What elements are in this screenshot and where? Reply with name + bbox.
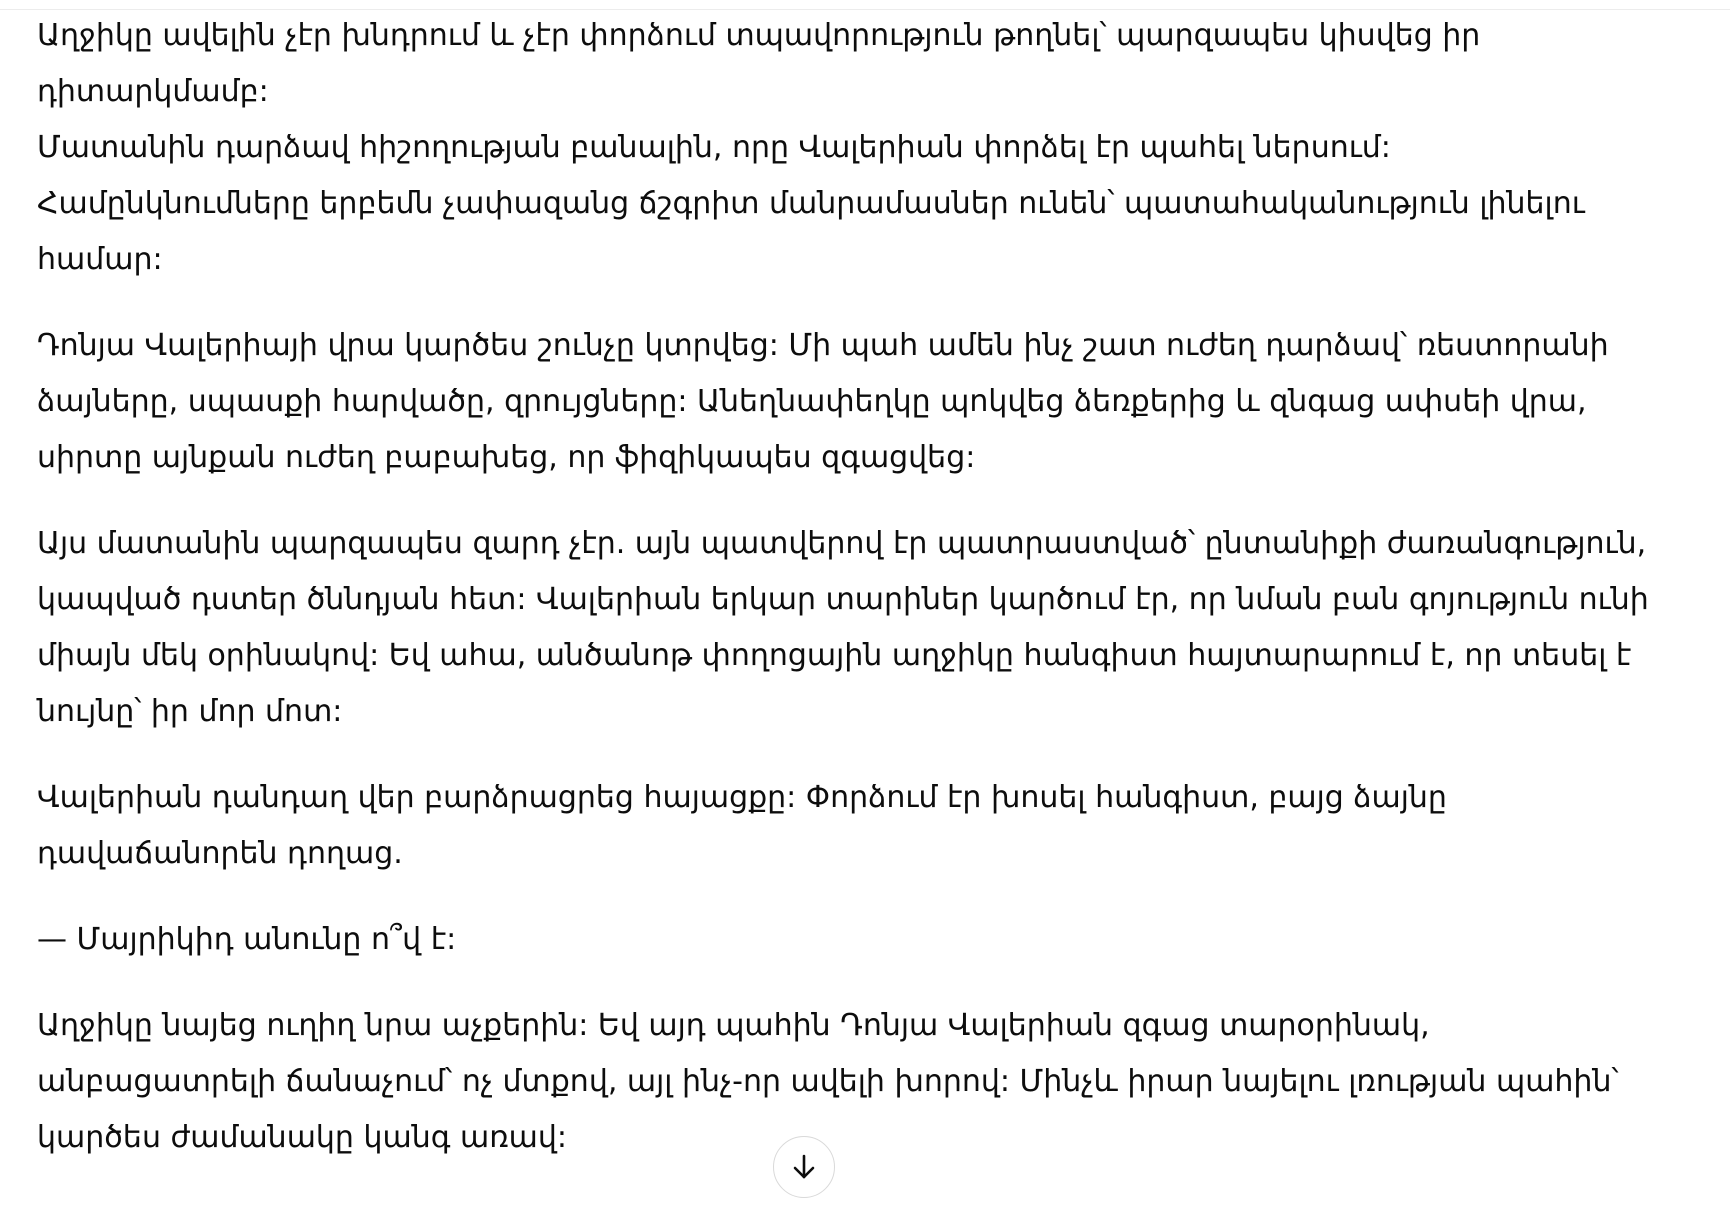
- paragraph-4: Դոնյա Վալերիայի վրա կարծես շունչը կտրվեց: Մի պահ ամեն ինչ շատ ուժեղ դարձավ՝ ռեստորանի ձայները, սպասքի հարվածը, զրույցները: Անեղնափեղկը պոկվեց ձեռքերից և զնգաց ափսեի վրա, սիրտը այնքան ուժեղ բաբախեց, որ ֆիզիկապես զգացվեց:: [37, 328, 1609, 475]
- scroll-to-bottom-button[interactable]: [773, 1136, 835, 1198]
- paragraph-2: Մատանին դարձավ հիշողության բանալին, որը Վալերիան փորձել էր պահել ներսում:: [37, 130, 1391, 165]
- arrow-down-icon: [789, 1152, 819, 1182]
- paragraph-3: Համընկնումները երբեմն չափազանց ճշգրիտ մանրամասներ ունեն՝ պատահականություն լինելու համար:: [37, 186, 1585, 277]
- paragraph-7: — Մայրիկիդ անունը ո՞վ է:: [37, 922, 457, 957]
- paragraph-1: Աղջիկը ավելին չէր խնդրում և չէր փորձում տպավորություն թողնել՝ պարզապես կիսվեց իր դիտարկմամբ:: [37, 18, 1481, 109]
- paragraph-8: Աղջիկը նայեց ուղիղ նրա աչքերին: Եվ այդ պահին Դոնյա Վալերիան զգաց տարօրինակ, անբացատրելի ճանաչում՝ ոչ մտքով, այլ ինչ-որ ավելի խորով: Մինչև իրար նայելու լռության պահին՝ կարծես ժամանակը կանգ առավ:: [37, 1008, 1619, 1155]
- paragraph-5: Այս մատանին պարզապես զարդ չէր. այն պատվերով էր պատրաստված՝ ընտանիքի ժառանգություն, կապված դստեր ծննդյան հետ: Վալերիան երկար տարիներ կարծում էր, որ նման բան գոյություն ունի միայն մեկ օրինակով: Եվ ահա, անծանոթ փողոցային աղջիկը հանգիստ հայտարարում է, որ տեսել է նույնը՝ իր մոր մոտ:: [37, 526, 1649, 729]
- message-content: [37, 8, 1657, 1196]
- paragraph-6: Վալերիան դանդաղ վեր բարձրացրեց հայացքը: Փորձում էր խոսել հանգիստ, բայց ձայնը դավաճանորեն դողաց.: [37, 780, 1447, 871]
